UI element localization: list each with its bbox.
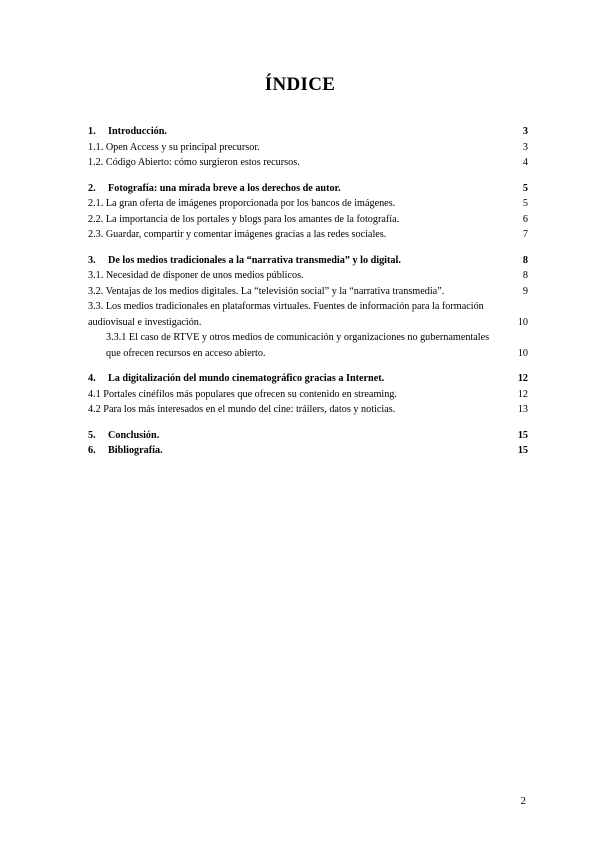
- toc-entry-page: 12: [517, 373, 528, 384]
- toc-entry-4-2[interactable]: [88, 402, 528, 418]
- toc-entry-page: 3: [522, 141, 528, 153]
- toc-entry-3-2[interactable]: [88, 284, 528, 300]
- toc-entry-2-2[interactable]: [88, 212, 528, 228]
- toc-entry-page: 4: [522, 157, 528, 168]
- toc-entry-page: 13: [517, 404, 528, 415]
- toc-entry-page: 15: [517, 429, 528, 441]
- toc-entry-number: 3.: [88, 254, 96, 266]
- toc-entry-text: De los medios tradicionales a la “narrativa transmedia” y lo digital.: [108, 254, 401, 266]
- toc-entry-text: 3.3. Los medios tradicionales en plataformas virtuales. Fuentes de información para la formación audiovisual e investigación.: [88, 301, 484, 328]
- toc-entry-page: 7: [522, 229, 528, 240]
- toc-entry-number: 4.: [88, 373, 96, 384]
- toc-entry-3[interactable]: [88, 253, 528, 269]
- toc-entry-page: 5: [522, 182, 528, 194]
- toc-entry-page: 8: [522, 254, 528, 266]
- toc-entry-text: La digitalización del mundo cinematográfico gracias a Internet.: [108, 373, 385, 384]
- toc-entry-text: Bibliografía.: [108, 445, 163, 456]
- toc-entry-text: 1.2. Código Abierto: cómo surgieron estos recursos.: [88, 157, 300, 168]
- toc-entry-text: 2.1. La gran oferta de imágenes proporcionada por los bancos de imágenes.: [88, 198, 396, 209]
- toc-entry-text: Conclusión.: [108, 429, 160, 441]
- toc-entry-text: 3.2. Ventajas de los medios digitales. La “televisión social” y la “narrativa transmedia”.: [88, 285, 445, 297]
- toc-entry-page: 10: [517, 316, 528, 328]
- toc-entry-page: 9: [522, 285, 528, 297]
- toc-entry-page: 15: [517, 445, 528, 456]
- toc-entry-page: 12: [517, 388, 528, 400]
- table-of-contents: [88, 124, 528, 459]
- toc-entry-2-3[interactable]: [88, 227, 528, 243]
- toc-entry-page: 5: [522, 198, 528, 209]
- toc-entry-page: 8: [522, 270, 528, 281]
- toc-entry-2-1[interactable]: [88, 196, 528, 212]
- toc-entry-text: 2.3. Guardar, compartir y comentar imágenes gracias a las redes sociales.: [88, 229, 387, 240]
- toc-entry-2[interactable]: [88, 181, 528, 197]
- toc-entry-4-1[interactable]: [88, 387, 528, 403]
- page-title: ÍNDICE: [264, 74, 336, 95]
- toc-entry-1[interactable]: [88, 124, 528, 140]
- toc-entry-3-3-1[interactable]: [88, 330, 528, 361]
- toc-entry-number: 2.: [88, 182, 96, 194]
- toc-entry-text: 3.1. Necesidad de disponer de unos medios públicos.: [88, 270, 304, 281]
- toc-entry-text: 4.2 Para los más interesados en el mundo del cine: tráilers, datos y noticias.: [88, 404, 396, 415]
- toc-entry-number: 5.: [88, 429, 96, 441]
- toc-entry-page: 3: [522, 126, 528, 137]
- toc-entry-text: Fotografía: una mirada breve a los derechos de autor.: [108, 182, 341, 194]
- toc-entry-text: 1.1. Open Access y su principal precursor.: [88, 141, 260, 153]
- toc-entry-1-2[interactable]: [88, 155, 528, 171]
- toc-entry-page: 10: [517, 347, 528, 359]
- toc-entry-6[interactable]: [88, 443, 528, 459]
- page-number: 2: [520, 795, 526, 807]
- toc-entry-1-1[interactable]: [88, 140, 528, 156]
- toc-entry-3-1[interactable]: [88, 268, 528, 284]
- toc-entry-text: 3.3.1 El caso de RTVE y otros medios de comunicación y organizaciones no gubernamentales que ofrecen recursos en acceso abierto.: [106, 332, 490, 359]
- toc-entry-number: 6.: [88, 445, 96, 456]
- toc-entry-text: 2.2. La importancia de los portales y blogs para los amantes de la fotografía.: [88, 213, 400, 225]
- toc-entry-text: 4.1 Portales cinéfilos más populares que ofrecen su contenido en streaming.: [88, 388, 397, 400]
- toc-entry-3-3[interactable]: [88, 299, 528, 330]
- toc-entry-page: 6: [522, 213, 528, 225]
- toc-entry-number: 1.: [88, 126, 96, 137]
- toc-entry-5[interactable]: [88, 428, 528, 444]
- toc-entry-4[interactable]: [88, 371, 528, 387]
- toc-entry-text: Introducción.: [108, 126, 167, 137]
